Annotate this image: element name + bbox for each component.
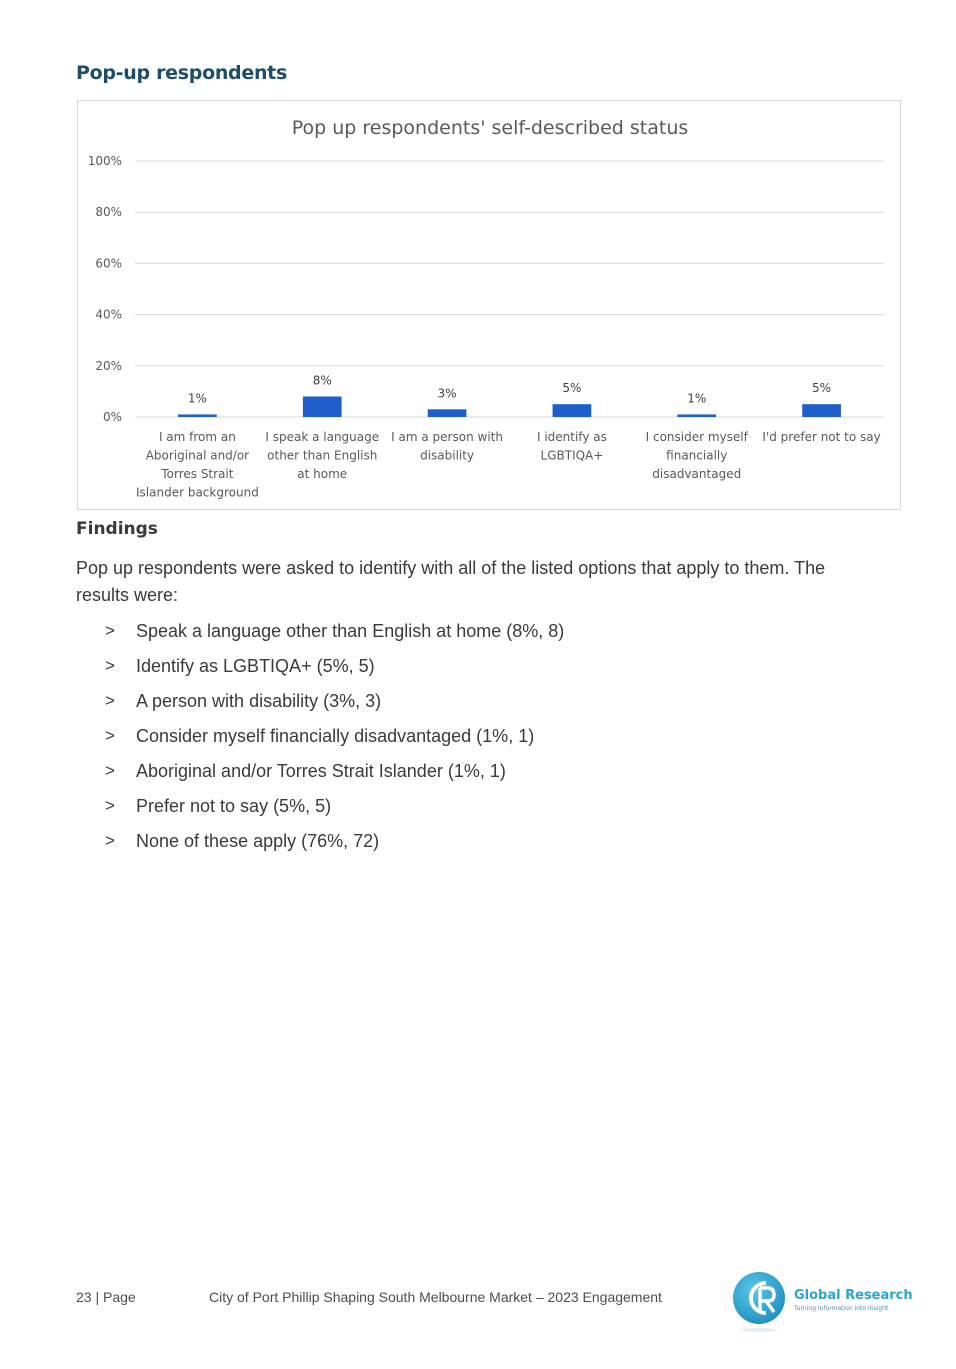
bar (303, 397, 342, 417)
chevron-right-icon: > (105, 621, 115, 640)
bar (677, 414, 716, 417)
data-label: 8% (312, 373, 332, 388)
bars (178, 397, 841, 417)
list-item (76, 757, 564, 792)
list-item (76, 617, 564, 652)
chevron-right-icon: > (105, 691, 115, 710)
logo-name: Global Research (794, 1288, 913, 1303)
bar (802, 404, 841, 417)
chevron-right-icon: > (105, 726, 115, 745)
gridlines (135, 161, 884, 417)
footer-document-title: City of Port Phillip Shaping South Melbourne Market – 2023 Engagement (209, 1289, 662, 1305)
list-item-text: Consider myself financially disadvantaged (1%, 1) (136, 726, 535, 746)
data-labels (188, 374, 831, 406)
chevron-right-icon: > (105, 796, 115, 815)
chevron-right-icon: > (105, 656, 115, 675)
category-label: I consider myself financially disadvantaged (645, 430, 748, 481)
list-item-text: Aboriginal and/or Torres Strait Islander (1%, 1) (136, 761, 506, 781)
category-label: I am a person with disability (391, 430, 503, 463)
data-label: 5% (812, 381, 832, 396)
data-label: 1% (687, 391, 707, 406)
bar (553, 404, 592, 417)
section-heading: Pop-up respondents (76, 62, 287, 84)
list-item-text: Prefer not to say (5%, 5) (136, 796, 332, 816)
list-item (76, 652, 564, 687)
findings-intro: Pop up respondents were asked to identify with all of the listed options that apply to them. The results were: (76, 558, 826, 605)
chart-container (77, 100, 901, 510)
chevron-right-icon: > (105, 831, 115, 850)
y-tick-label: 40% (95, 307, 122, 322)
page-number: 23 | Page (76, 1289, 136, 1305)
y-tick-label: 60% (95, 256, 122, 271)
y-tick-label: 20% (95, 358, 122, 373)
bar (178, 414, 217, 417)
list-item-text: None of these apply (76%, 72) (136, 831, 380, 851)
category-labels (136, 430, 881, 500)
data-label: 3% (437, 386, 457, 401)
logo-tagline: Turning Information into Insight (794, 1305, 889, 1312)
data-label: 5% (562, 381, 582, 396)
company-logo (730, 1268, 915, 1340)
global-research-logo-icon (730, 1268, 790, 1334)
findings-heading: Findings (76, 519, 158, 539)
list-item-text: Speak a language other than English at home (8%, 8) (136, 621, 565, 641)
list-item-text: A person with disability (3%, 3) (136, 691, 382, 711)
list-item (76, 722, 564, 757)
findings-list (76, 617, 564, 862)
data-label: 1% (187, 391, 207, 406)
y-tick-label: 80% (95, 205, 122, 220)
category-label: I speak a language other than English at home (265, 430, 380, 481)
y-tick-label: 0% (102, 410, 122, 424)
chevron-right-icon: > (105, 761, 115, 780)
y-axis-ticks (88, 154, 122, 424)
category-label: I'd prefer not to say (762, 430, 881, 444)
list-item (76, 792, 564, 827)
list-item-text: Identify as LGBTIQA+ (5%, 5) (136, 656, 375, 676)
y-tick-label: 100% (87, 154, 122, 168)
bar (428, 409, 467, 417)
category-label: I am from an Aboriginal and/or Torres Strait Islander background (136, 430, 259, 500)
chart-title: Pop up respondents' self-described status (291, 117, 689, 139)
list-item (76, 687, 564, 722)
category-label: I identify as LGBTIQA+ (536, 430, 607, 463)
bar-chart (78, 101, 902, 511)
list-item (76, 827, 564, 862)
